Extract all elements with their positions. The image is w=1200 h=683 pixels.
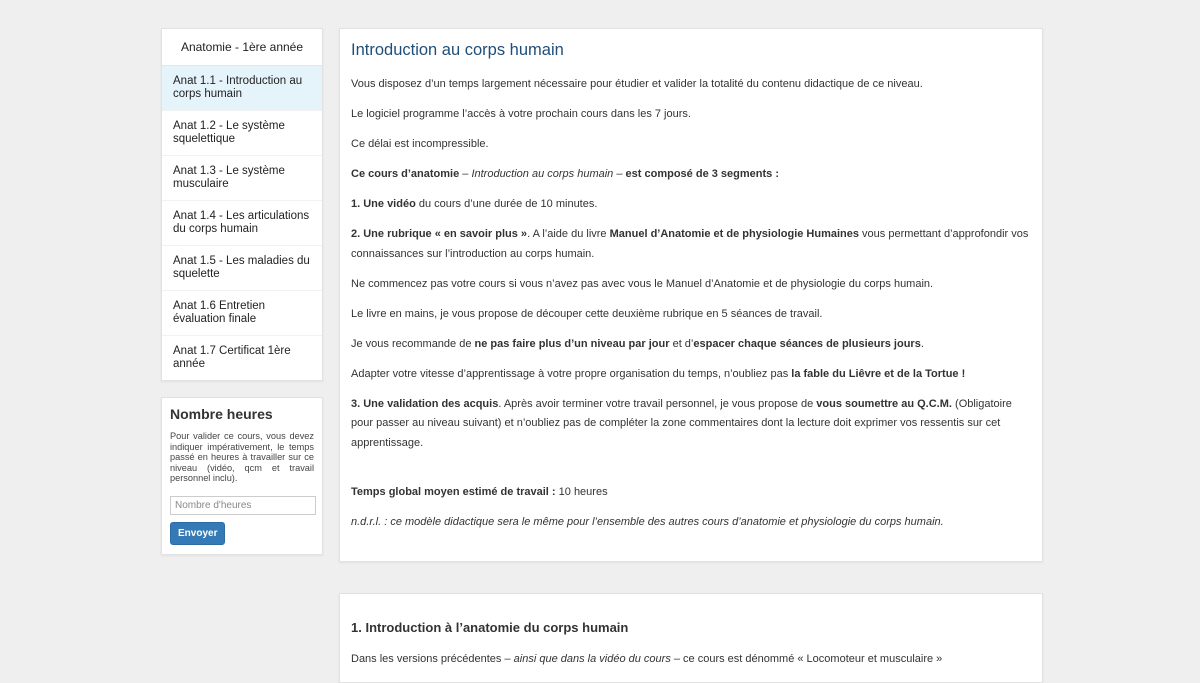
send-button[interactable]: Envoyer <box>170 522 225 545</box>
section-title: 1. Introduction à l’anatomie du corps humain <box>351 620 629 635</box>
hours-input[interactable] <box>170 496 316 515</box>
nav-item-anat-1-2[interactable]: Anat 1.2 - Le système squelettique <box>162 111 322 156</box>
course-nav-title: Anatomie - 1ère année <box>162 29 322 66</box>
hours-title: Nombre heures <box>170 406 273 422</box>
paragraph-delay: Ce délai est incompressible. <box>351 138 489 150</box>
paragraph-recommendation: Je vous recommande de ne pas faire plus d’un niveau par jour et d’espacer chaque séances de plusieurs jours. <box>351 337 924 350</box>
section-paragraph: Dans les versions précédentes – ainsi que dans la vidéo du cours – ce cours est dénommé « Locomoteur et musculaire » <box>351 653 943 665</box>
nav-item-anat-1-3[interactable]: Anat 1.3 - Le système musculaire <box>162 156 322 201</box>
paragraph-validation: 3. Une validation des acquis. Après avoir terminer votre travail personnel, je vous propose de vous soumettre au Q.C.M. (Obligatoire pour passer au niveau suivant) et n’oubliez pas de compléter la zone commentaires dont la lecture doit exprimer vos ressentis sur cet apprentissage. <box>351 397 1012 449</box>
paragraph-note: n.d.r.l. : ce modèle didactique sera le même pour l’ensemble des autres cours d’anatomie et physiologie du corps humain. <box>351 515 944 528</box>
section-card <box>339 593 1043 683</box>
course-nav <box>161 28 323 381</box>
sidebar <box>161 28 323 555</box>
paragraph-rubric: 2. Une rubrique « en savoir plus ». A l’aide du livre Manuel d’Anatomie et de physiologie Humaines vous permettant d’approfondir vos connaissances sur l’introduction au corps humain. <box>351 228 1029 260</box>
course-content-card <box>339 28 1043 562</box>
hours-description: Pour valider ce cours, vous devez indiquer impérativement, le temps passé en heures à travailler sur ce niveau (vidéo, qcm et travail personnel inclu). <box>170 431 314 484</box>
paragraph-composition: Ce cours d’anatomie – Introduction au corps humain – est composé de 3 segments : <box>351 168 779 180</box>
page-title: Introduction au corps humain <box>351 41 564 59</box>
hours-widget <box>161 397 323 555</box>
paragraph-fable: Adapter votre vitesse d’apprentissage à votre propre organisation du temps, n’oubliez pas la fable du Liêvre et de la Tortue ! <box>351 367 966 380</box>
nav-item-anat-1-5[interactable]: Anat 1.5 - Les maladies du squelette <box>162 246 322 291</box>
paragraph-total-time: Temps global moyen estimé de travail : 10 heures <box>351 485 608 498</box>
nav-item-anat-1-1[interactable]: Anat 1.1 - Introduction au corps humain <box>162 66 322 111</box>
paragraph-manual-warning: Ne commencez pas votre cours si vous n’avez pas avec vous le Manuel d’Anatomie et de physiologie du corps humain. <box>351 277 934 290</box>
paragraph-sessions: Le livre en mains, je vous propose de découper cette deuxième rubrique en 5 séances de travail. <box>351 307 823 320</box>
nav-item-anat-1-4[interactable]: Anat 1.4 - Les articulations du corps humain <box>162 201 322 246</box>
paragraph-time: Vous disposez d’un temps largement nécessaire pour étudier et valider la totalité du contenu didactique de ce niveau. <box>351 78 923 90</box>
nav-item-anat-1-6[interactable]: Anat 1.6 Entretien évaluation finale <box>162 291 322 336</box>
paragraph-video: 1. Une vidéo du cours d’une durée de 10 minutes. <box>351 198 598 210</box>
nav-item-anat-1-7[interactable]: Anat 1.7 Certificat 1ère année <box>173 345 291 370</box>
paragraph-access: Le logiciel programme l’accès à votre prochain cours dans les 7 jours. <box>351 108 691 120</box>
